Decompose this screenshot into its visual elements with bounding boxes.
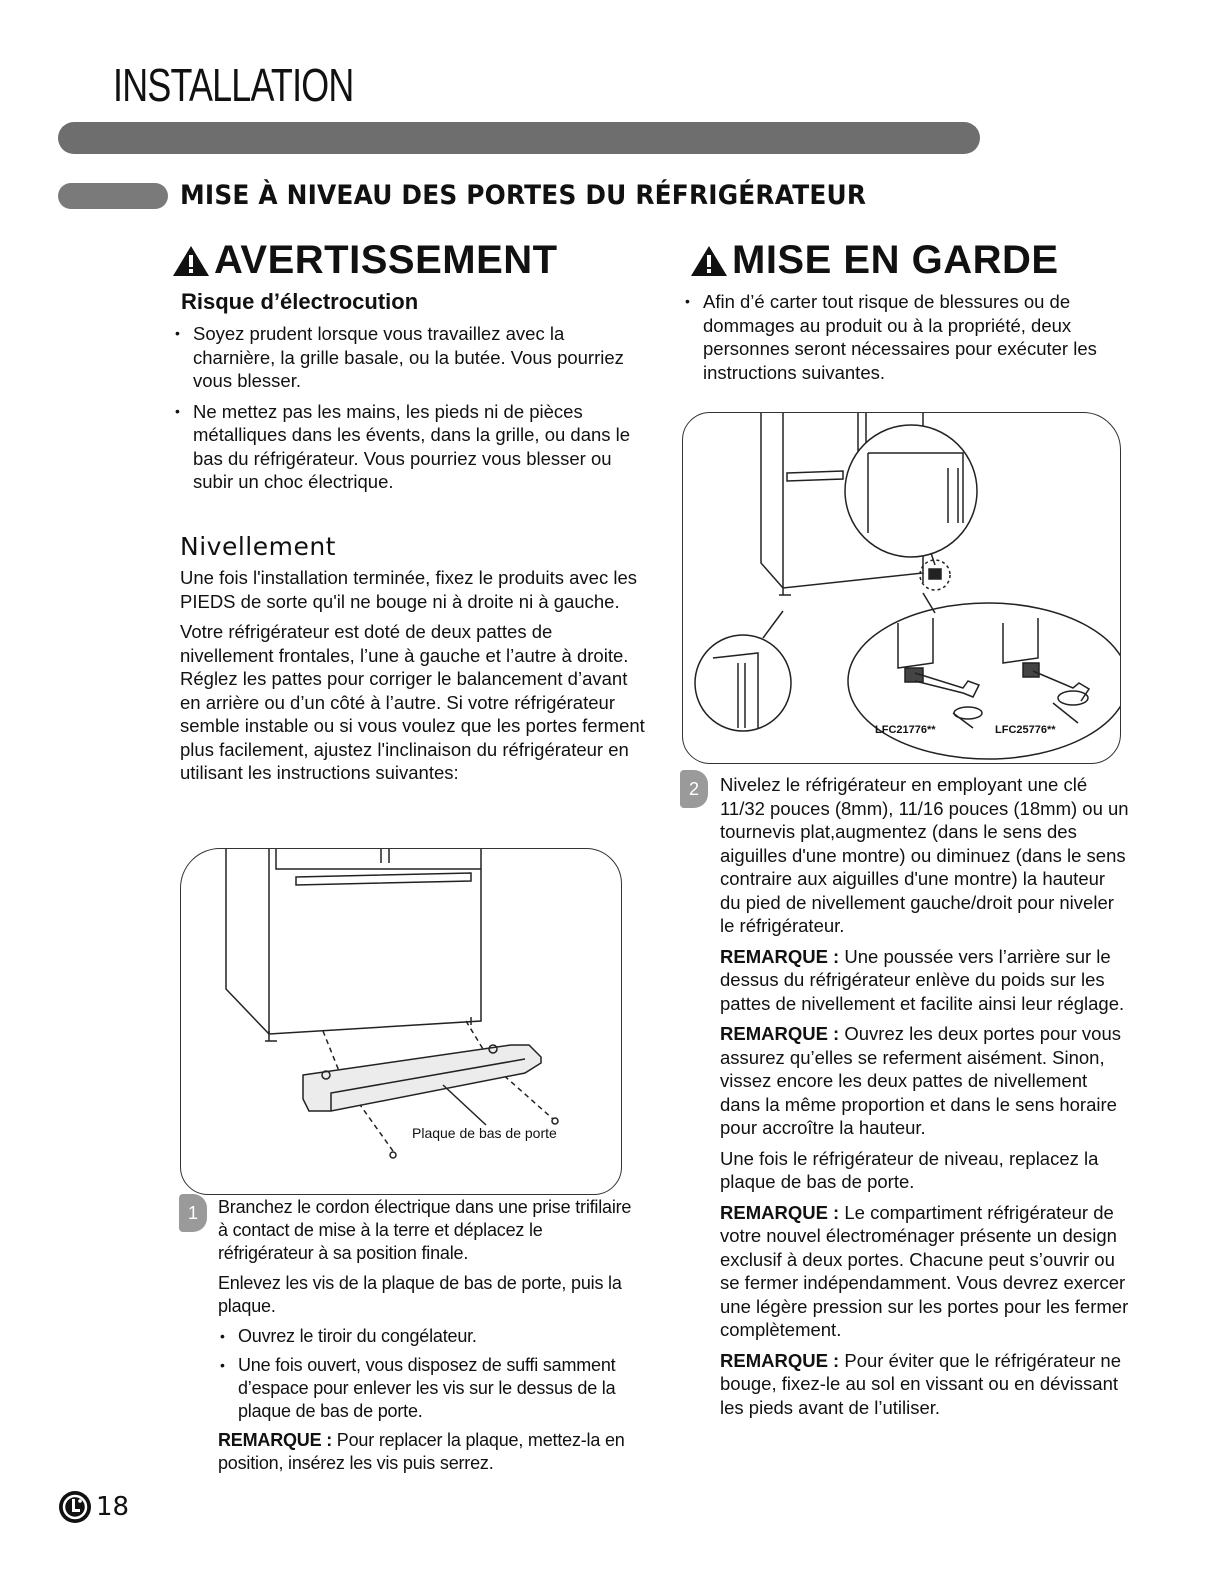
leveling-paragraph: Une fois l'installation terminée, fixez le produits avec les PIEDS de sorte qu'il ne bouge ni à droite ni à gauche. xyxy=(180,567,637,612)
warning-bullet: • Soyez prudent lorsque vous travaillez avec la charnière, la grille basale, ou la butée. Vous pourriez vous blesser. xyxy=(173,322,643,393)
leveling-paragraph: Votre réfrigérateur est doté de deux pattes de nivellement frontales, l’une à gauche et l’autre à droite. Réglez les pattes pour corriger le balancement d’avant en arrière ou d’un côté à l’autre. Si votre réfrigérateur semble instable ou si vous voulez que les portes ferment plus facilement, ajustez l'inclinaison du réfrigérateur en utilisant les instructions suivantes: xyxy=(180,621,645,783)
step2-instruction: Une fois le réfrigérateur de niveau, replacez la plaque de bas de porte. xyxy=(720,1147,1099,1192)
warning-title: AVERTISSEMENT xyxy=(214,238,558,282)
caution-title: MISE EN GARDE xyxy=(732,238,1059,282)
warning-heading xyxy=(172,238,558,283)
step2-instruction: Nivelez le réfrigérateur en employant une clé 11/32 pouces (8mm), 11/16 pouces (18mm) ou un tournevis plat,augmentez (dans le sens des aiguilles d'une montre) ou diminuez (dans le sens contraire aux aiguilles d'une montre) la hauteur du pied de nivellement gauche/droit pour niveler le réfrigérateur. xyxy=(720,774,1129,936)
note-text: Ouvrez les deux portes pour vous assurez qu’elles se referment aisément. Sinon, vissez encore les deux pattes de nivellement dans la même proportion et dans le sens horaire pour accroître la hauteur. xyxy=(720,1023,1121,1138)
leveling-heading: Nivellement xyxy=(180,532,336,561)
section-marker-pill xyxy=(58,183,168,209)
caution-bullet-list xyxy=(683,290,1133,384)
step1-bullet: • Une fois ouvert, vous disposez de suffi samment d’espace pour enlever les vis sur le dessus de la plaque de bas de porte. xyxy=(218,1354,638,1423)
step2-content xyxy=(720,773,1130,1426)
note-label: REMARQUE : xyxy=(218,1430,332,1450)
base-plate-drawing xyxy=(181,849,621,1194)
base-plate-illustration xyxy=(180,848,622,1195)
note-text: Pour éviter que le réfrigérateur ne bouge, fixez-le au sol en vissant ou en dévissant les pieds avant de l’utiliser. xyxy=(720,1349,1121,1418)
page-footer xyxy=(58,1490,129,1524)
warning-triangle-icon xyxy=(690,244,728,278)
lg-logo-icon xyxy=(58,1490,92,1524)
leveling-feet-drawing xyxy=(683,413,1120,763)
note-text: Pour replacer la plaque, mettez-la en position, insérez les vis puis serrez. xyxy=(218,1430,625,1473)
caution-bullet: • Afin d’é carter tout risque de blessures ou de dommages au produit ou à la propriété, deux personnes seront nécessaires pour exécuter les instructions suivantes. xyxy=(683,290,1133,384)
step2-note xyxy=(720,945,1130,1016)
leveling-text xyxy=(180,566,645,792)
model-label-a: LFC21776** xyxy=(875,724,936,736)
warning-bullet-list xyxy=(173,322,643,501)
header-bar xyxy=(58,122,980,154)
step-number-badge: 2 xyxy=(680,770,708,808)
page-header-title: INSTALLATION xyxy=(113,59,354,111)
note-label: REMARQUE : xyxy=(720,1201,840,1223)
note-text: Le compartiment réfrigérateur de votre nouvel électroménager présente un design exclusif à deux portes. Chacune peut s’ouvrir ou se fermer indépendamment. Vous devrez exercer une légère pression sur les portes pour les fermer complètement. xyxy=(720,1201,1129,1340)
step1-note xyxy=(218,1429,638,1475)
warning-subtitle: Risque d’électrocution xyxy=(181,289,419,314)
note-label: REMARQUE : xyxy=(720,945,840,967)
note-label: REMARQUE : xyxy=(720,1023,840,1044)
step1-instruction: Enlevez les vis de la plaque de bas de porte, puis la plaque. xyxy=(218,1273,622,1316)
warning-bullet: • Ne mettez pas les mains, les pieds ni de pièces métalliques dans les évents, dans la grille, ou dans le bas du réfrigérateur. Vous pourriez vous blesser ou subir un choc électrique. xyxy=(173,400,643,494)
page-number: 18 xyxy=(96,1492,130,1522)
model-label-b: LFC25776** xyxy=(995,724,1056,736)
step1-bullet: • Ouvrez le tiroir du congélateur. xyxy=(218,1325,638,1348)
warning-triangle-icon xyxy=(172,244,210,278)
step2-note xyxy=(720,1201,1130,1342)
step2-note xyxy=(720,1349,1130,1420)
section-title: MISE À NIVEAU DES PORTES DU RÉFRIGÉRATEUR xyxy=(180,180,867,211)
step2-note xyxy=(720,1022,1130,1140)
note-label: REMARQUE : xyxy=(720,1349,840,1371)
leveling-feet-illustration xyxy=(682,412,1121,764)
figure-caption: Plaque de bas de porte xyxy=(412,1125,557,1141)
note-text: Une poussée vers l’arrière sur le dessus du réfrigérateur enlève du poids sur les pattes de nivellement et facilite ainsi leur réglage. xyxy=(720,945,1125,1014)
caution-heading xyxy=(690,238,1059,283)
step-number-badge: 1 xyxy=(179,1194,207,1232)
step1-instruction: Branchez le cordon électrique dans une prise trifilaire à contact de mise à la terre et déplacez le réfrigérateur à sa position finale. xyxy=(218,1197,632,1263)
step1-content xyxy=(218,1196,638,1482)
